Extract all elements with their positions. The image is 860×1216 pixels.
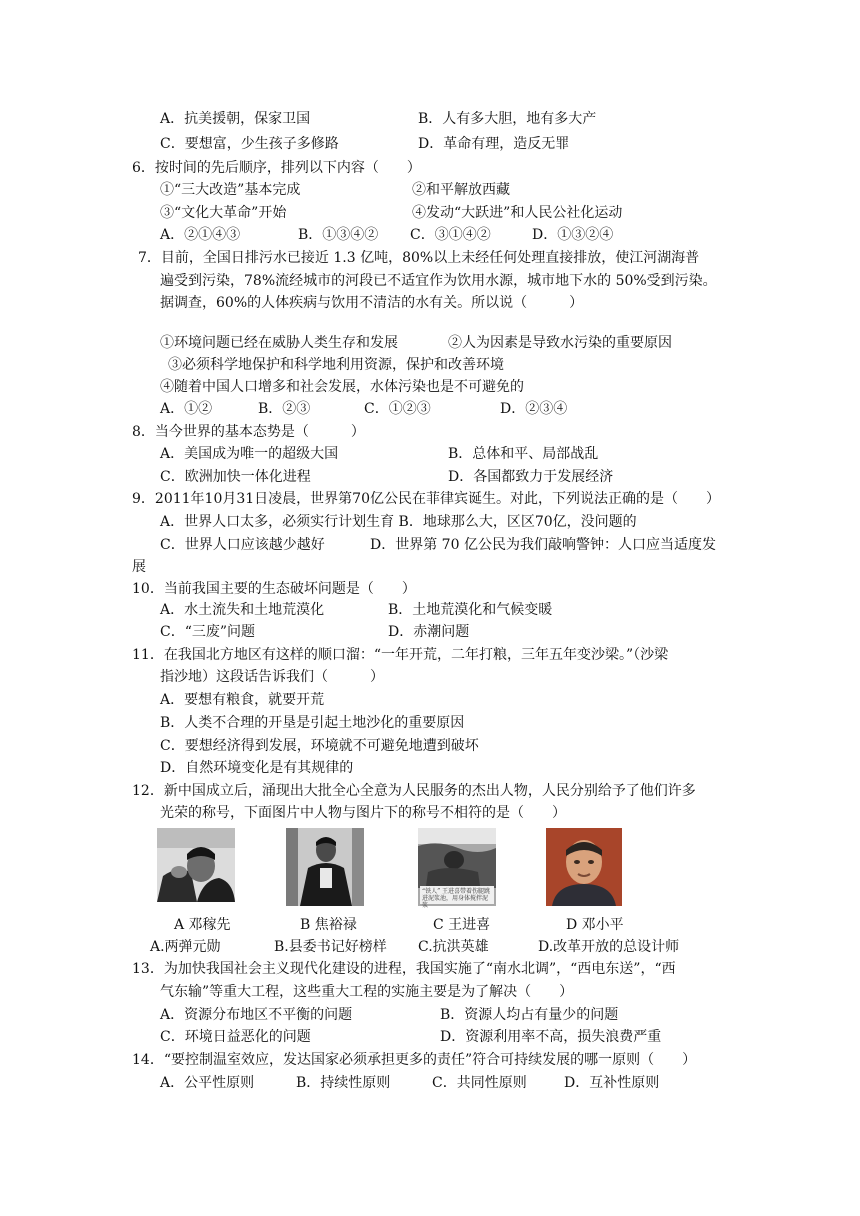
q7-option-b: B．②③ bbox=[258, 401, 311, 417]
q6-item-2: ②和平解放西藏 bbox=[412, 182, 510, 198]
q10-option-d: D．赤潮问题 bbox=[388, 624, 470, 640]
q8-option-c: C．欧洲加快一体化进程 bbox=[160, 469, 311, 485]
q8-stem: 8．当今世界的基本态势是（ ） bbox=[132, 424, 365, 440]
q12-title-a: A.两弹元勋 bbox=[150, 939, 221, 955]
q14-stem: 14．“要控制温室效应，发达国家必须承担更多的责任”符合可持续发展的哪一原则（ ） bbox=[132, 1052, 697, 1068]
q7-item-1: ①环境问题已经在威胁人类生存和发展 bbox=[160, 335, 398, 351]
wang-jinxi-photo-caption: “铁人” 王进喜带着伤腿跳进泥浆池，用身体搅拌泥浆 bbox=[422, 888, 491, 909]
q10-option-a: A．水土流失和土地荒漠化 bbox=[160, 602, 325, 618]
q12-person-a: A 邓稼先 bbox=[174, 917, 231, 933]
q13-option-b: B．资源人均占有量少的问题 bbox=[440, 1007, 619, 1023]
q9-option-d-cont: 展 bbox=[132, 559, 146, 575]
q12-stem-line-2: 光荣的称号，下面图片中人物与图片下的称号不相符的是（ ） bbox=[160, 805, 566, 821]
q11-option-c: C．要想经济得到发展，环境就不可避免地遭到破坏 bbox=[160, 738, 479, 754]
q10-option-b: B．土地荒漠化和气候变暖 bbox=[388, 602, 553, 618]
q6-option-c: C．③①④② bbox=[410, 227, 491, 243]
q14-option-a: A．公平性原则 bbox=[160, 1075, 255, 1091]
q5-option-c: C．要想富，少生孩子多修路 bbox=[160, 136, 339, 152]
q12-title-d: D.改革开放的总设计师 bbox=[538, 939, 680, 955]
q13-option-d: D．资源利用率不高，损失浪费严重 bbox=[440, 1029, 662, 1045]
q10-option-c: C．“三废”问题 bbox=[160, 624, 256, 640]
q12-person-c: C 王进喜 bbox=[433, 917, 491, 933]
q9-option-d: D．世界第 70 亿公民为我们敲响警钟：人口应当适度发 bbox=[370, 537, 716, 553]
jiao-yulu-photo bbox=[286, 828, 364, 906]
q7-item-3: ③必须科学地保护和科学地利用资源，保护和改善环境 bbox=[168, 357, 504, 373]
q6-option-b: B．①③④② bbox=[298, 227, 379, 243]
q11-option-a: A．要想有粮食，就要开荒 bbox=[160, 692, 325, 708]
q6-item-3: ③“文化大革命”开始 bbox=[160, 205, 287, 221]
q12-title-c: C.抗洪英雄 bbox=[418, 939, 489, 955]
q7-option-c: C．①②③ bbox=[364, 401, 431, 417]
q8-option-d: D．各国都致力于发展经济 bbox=[448, 469, 614, 485]
q12-person-d: D 邓小平 bbox=[566, 917, 624, 933]
q9-option-c: C．世界人口应该越少越好 bbox=[160, 537, 325, 553]
q11-option-b: B．人类不合理的开垦是引起土地沙化的重要原因 bbox=[160, 715, 465, 731]
q7-option-a: A．①② bbox=[160, 401, 213, 417]
q6-item-1: ①“三大改造”基本完成 bbox=[160, 182, 301, 198]
q10-stem: 10．当前我国主要的生态破坏问题是（ ） bbox=[132, 581, 416, 597]
q7-stem-line-1: 7．目前，全国日排污水已接近 1.3 亿吨，80%以上未经任何处理直接排放，使江河湖海普 bbox=[138, 250, 700, 266]
q9-option-ab: A．世界人口太多，必须实行计划生育 B．地球那么大，区区70亿，没问题的 bbox=[160, 514, 637, 530]
q11-stem-line-2: 指沙地）这段话告诉我们（ ） bbox=[160, 669, 384, 685]
q12-title-b: B.县委书记好榜样 bbox=[274, 939, 387, 955]
q7-stem-line-3: 据调查，60%的人体疾病与饮用不清洁的水有关。所以说（ ） bbox=[160, 295, 584, 311]
q9-stem: 9．2011年10月31日凌晨，世界第70亿公民在菲律宾诞生。对此，下列说法正确的是（ ） bbox=[132, 491, 720, 507]
q7-item-2: ②人为因素是导致水污染的重要原因 bbox=[448, 335, 672, 351]
q13-stem-line-1: 13．为加快我国社会主义现代化建设的进程，我国实施了“南水北调”，“西电东送”，“西 bbox=[132, 961, 676, 977]
deng-xiaoping-photo bbox=[546, 828, 622, 906]
q7-option-d: D．②③④ bbox=[500, 401, 568, 417]
q5-option-a: A．抗美援朝，保家卫国 bbox=[160, 111, 311, 127]
q8-option-b: B．总体和平、局部战乱 bbox=[448, 446, 599, 462]
q13-option-c: C．环境日益恶化的问题 bbox=[160, 1029, 311, 1045]
q5-option-b: B．人有多大胆，地有多大产 bbox=[418, 111, 597, 127]
q7-stem-line-2: 遍受到污染，78%流经城市的河段已不适宜作为饮用水源，城市地下水的 50%受到污染。 bbox=[160, 273, 717, 289]
q7-item-4: ④随着中国人口增多和社会发展，水体污染也是不可避免的 bbox=[160, 379, 524, 395]
q11-option-d: D．自然环境变化是有其规律的 bbox=[160, 760, 354, 776]
q14-option-b: B．持续性原则 bbox=[296, 1075, 391, 1091]
q5-option-d: D．革命有理，造反无罪 bbox=[418, 136, 570, 152]
q8-option-a: A．美国成为唯一的超级大国 bbox=[160, 446, 339, 462]
q13-stem-line-2: 气东输”等重大工程，这些重大工程的实施主要是为了解决（ ） bbox=[160, 984, 574, 1000]
wang-jinxi-photo bbox=[418, 828, 496, 909]
q12-person-b: B 焦裕禄 bbox=[300, 917, 357, 933]
q6-stem: 6．按时间的先后顺序，排列以下内容（ ） bbox=[132, 160, 421, 176]
q6-option-d: D．①③②④ bbox=[532, 227, 614, 243]
q6-option-a: A．②①④③ bbox=[160, 227, 241, 243]
q12-stem-line-1: 12．新中国成立后，涌现出大批全心全意为人民服务的杰出人物，人民分别给予了他们许多 bbox=[132, 783, 696, 799]
q14-option-d: D．互补性原则 bbox=[564, 1075, 660, 1091]
q14-option-c: C．共同性原则 bbox=[432, 1075, 527, 1091]
q6-item-4: ④发动“大跃进”和人民公社化运动 bbox=[412, 205, 623, 221]
q13-option-a: A．资源分布地区不平衡的问题 bbox=[160, 1007, 353, 1023]
deng-jiaxian-photo bbox=[157, 828, 235, 902]
q11-stem-line-1: 11．在我国北方地区有这样的顺口溜：“一年开荒，二年打粮，三年五年变沙梁。”（沙梁 bbox=[132, 647, 669, 663]
